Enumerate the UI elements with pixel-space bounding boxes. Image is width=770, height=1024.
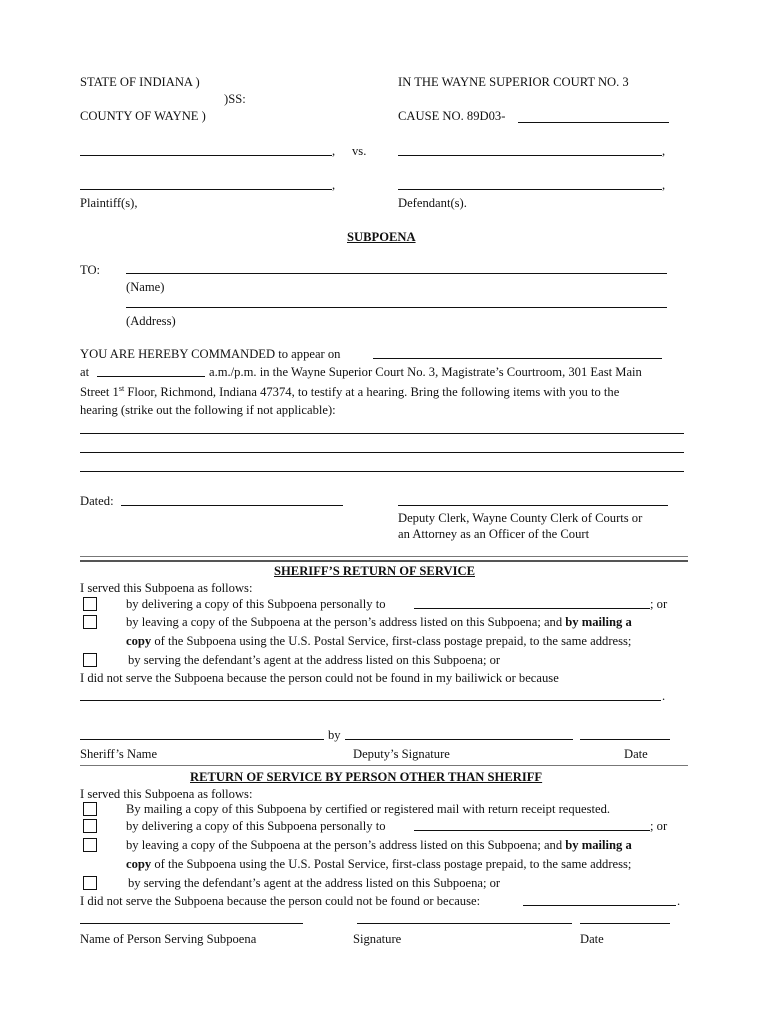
other-option-mail-checkbox[interactable] bbox=[83, 802, 97, 816]
sheriff-personal-recipient-field[interactable] bbox=[414, 608, 650, 609]
sheriff-option-personal-checkbox[interactable] bbox=[83, 597, 97, 611]
sheriff-option-personal-label: by delivering a copy of this Subpoena personally to bbox=[126, 597, 386, 611]
comma: , bbox=[332, 144, 336, 158]
sheriff-option-leaving-label: by leaving a copy of the Subpoena at the person’s address listed on this Subpoena; and by mailing a bbox=[126, 615, 632, 629]
plaintiff-name-field-1[interactable] bbox=[80, 155, 332, 156]
document-title: SUBPOENA bbox=[347, 230, 416, 244]
sheriff-not-served-text: I did not serve the Subpoena because the person could not be found in my bailiwick or because bbox=[80, 671, 559, 685]
sheriff-option-agent-label: by serving the defendant’s agent at the address listed on this Subpoena; or bbox=[128, 653, 501, 667]
server-date-field[interactable] bbox=[580, 923, 670, 924]
sheriff-option-leaving-label-cont: copy of the Subpoena using the U.S. Postal Service, first-class postage prepaid, to the same address; bbox=[126, 634, 632, 648]
period: . bbox=[677, 894, 681, 908]
server-date-label: Date bbox=[580, 932, 604, 946]
divider bbox=[80, 560, 688, 562]
other-option-leaving-checkbox[interactable] bbox=[83, 838, 97, 852]
sheriff-not-served-reason-field[interactable] bbox=[80, 700, 661, 701]
sheriff-name-label: Sheriff’s Name bbox=[80, 747, 158, 761]
other-return-title: RETURN OF SERVICE BY PERSON OTHER THAN SHERIFF bbox=[190, 770, 543, 784]
plaintiff-name-field-2[interactable] bbox=[80, 189, 332, 190]
sheriff-return-title: SHERIFF’S RETURN OF SERVICE bbox=[274, 564, 475, 578]
divider bbox=[80, 765, 688, 766]
items-field-1[interactable] bbox=[80, 433, 684, 434]
sheriff-date-label: Date bbox=[624, 747, 648, 761]
county-caption: COUNTY OF WAYNE ) bbox=[80, 109, 206, 123]
name-label: (Name) bbox=[126, 280, 165, 294]
defendant-label: Defendant(s). bbox=[398, 196, 467, 210]
appearance-time-field[interactable] bbox=[97, 376, 205, 377]
plaintiff-label: Plaintiff(s), bbox=[80, 196, 138, 210]
period: . bbox=[662, 689, 666, 703]
deputy-signature-label: Deputy’s Signature bbox=[353, 747, 450, 761]
other-option-agent-label: by serving the defendant’s agent at the address listed on this Subpoena; or bbox=[128, 876, 501, 890]
sheriff-option-leaving-checkbox[interactable] bbox=[83, 615, 97, 629]
other-option-agent-checkbox[interactable] bbox=[83, 876, 97, 890]
cause-number-label: CAUSE NO. 89D03- bbox=[398, 109, 506, 123]
court-name: IN THE WAYNE SUPERIOR COURT NO. 3 bbox=[398, 75, 629, 89]
recipient-name-field[interactable] bbox=[126, 273, 667, 274]
other-option-personal-label: by delivering a copy of this Subpoena personally to bbox=[126, 819, 386, 833]
dated-label: Dated: bbox=[80, 494, 114, 508]
comma: , bbox=[662, 178, 666, 192]
by-label: by bbox=[328, 728, 341, 742]
command-at: at bbox=[80, 365, 90, 379]
items-field-2[interactable] bbox=[80, 452, 684, 453]
address-label: (Address) bbox=[126, 314, 176, 328]
state-caption: STATE OF INDIANA ) bbox=[80, 75, 200, 89]
comma: , bbox=[332, 178, 336, 192]
other-not-served-reason-field[interactable] bbox=[523, 905, 676, 906]
ss-caption: )SS: bbox=[224, 92, 246, 106]
other-intro: I served this Subpoena as follows: bbox=[80, 787, 253, 801]
clerk-title-1: Deputy Clerk, Wayne County Clerk of Courts or bbox=[398, 511, 643, 525]
dated-field[interactable] bbox=[121, 505, 343, 506]
command-text-1: YOU ARE HEREBY COMMANDED to appear on bbox=[80, 347, 341, 361]
defendant-name-field-1[interactable] bbox=[398, 155, 662, 156]
other-option-leaving-label: by leaving a copy of the Subpoena at the person’s address listed on this Subpoena; and by mailing a bbox=[126, 838, 632, 852]
divider bbox=[80, 556, 688, 557]
clerk-title-2: an Attorney as an Officer of the Court bbox=[398, 527, 590, 541]
command-text-3: Street 1st Floor, Richmond, Indiana 47374, to testify at a hearing. Bring the following items with you to the bbox=[80, 384, 620, 399]
sheriff-option-agent-checkbox[interactable] bbox=[83, 653, 97, 667]
to-label: TO: bbox=[80, 263, 101, 277]
recipient-address-field[interactable] bbox=[126, 307, 667, 308]
sheriff-intro: I served this Subpoena as follows: bbox=[80, 581, 253, 595]
appearance-date-field[interactable] bbox=[373, 358, 662, 359]
other-option-personal-checkbox[interactable] bbox=[83, 819, 97, 833]
sheriff-date-field[interactable] bbox=[580, 739, 670, 740]
items-field-3[interactable] bbox=[80, 471, 684, 472]
or-label: ; or bbox=[650, 597, 668, 611]
comma: , bbox=[662, 144, 666, 158]
server-name-label: Name of Person Serving Subpoena bbox=[80, 932, 257, 946]
deputy-signature-field[interactable] bbox=[345, 739, 573, 740]
other-not-served-text: I did not serve the Subpoena because the person could not be found or because: bbox=[80, 894, 481, 908]
server-name-field[interactable] bbox=[80, 923, 303, 924]
sheriff-name-field[interactable] bbox=[80, 739, 324, 740]
other-option-leaving-label-cont: copy of the Subpoena using the U.S. Postal Service, first-class postage prepaid, to the same address; bbox=[126, 857, 632, 871]
clerk-signature-field[interactable] bbox=[398, 505, 668, 506]
cause-number-field[interactable] bbox=[518, 122, 669, 123]
command-text-4: hearing (strike out the following if not applicable): bbox=[80, 403, 336, 417]
other-option-mail-label: By mailing a copy of this Subpoena by certified or registered mail with return receipt requested. bbox=[126, 802, 611, 816]
server-signature-label: Signature bbox=[353, 932, 402, 946]
other-personal-recipient-field[interactable] bbox=[414, 830, 650, 831]
defendant-name-field-2[interactable] bbox=[398, 189, 662, 190]
or-label: ; or bbox=[650, 819, 668, 833]
server-signature-field[interactable] bbox=[357, 923, 572, 924]
versus-label: vs. bbox=[352, 144, 367, 158]
command-text-2: a.m./p.m. in the Wayne Superior Court No. 3, Magistrate’s Courtroom, 301 East Main bbox=[209, 365, 642, 379]
